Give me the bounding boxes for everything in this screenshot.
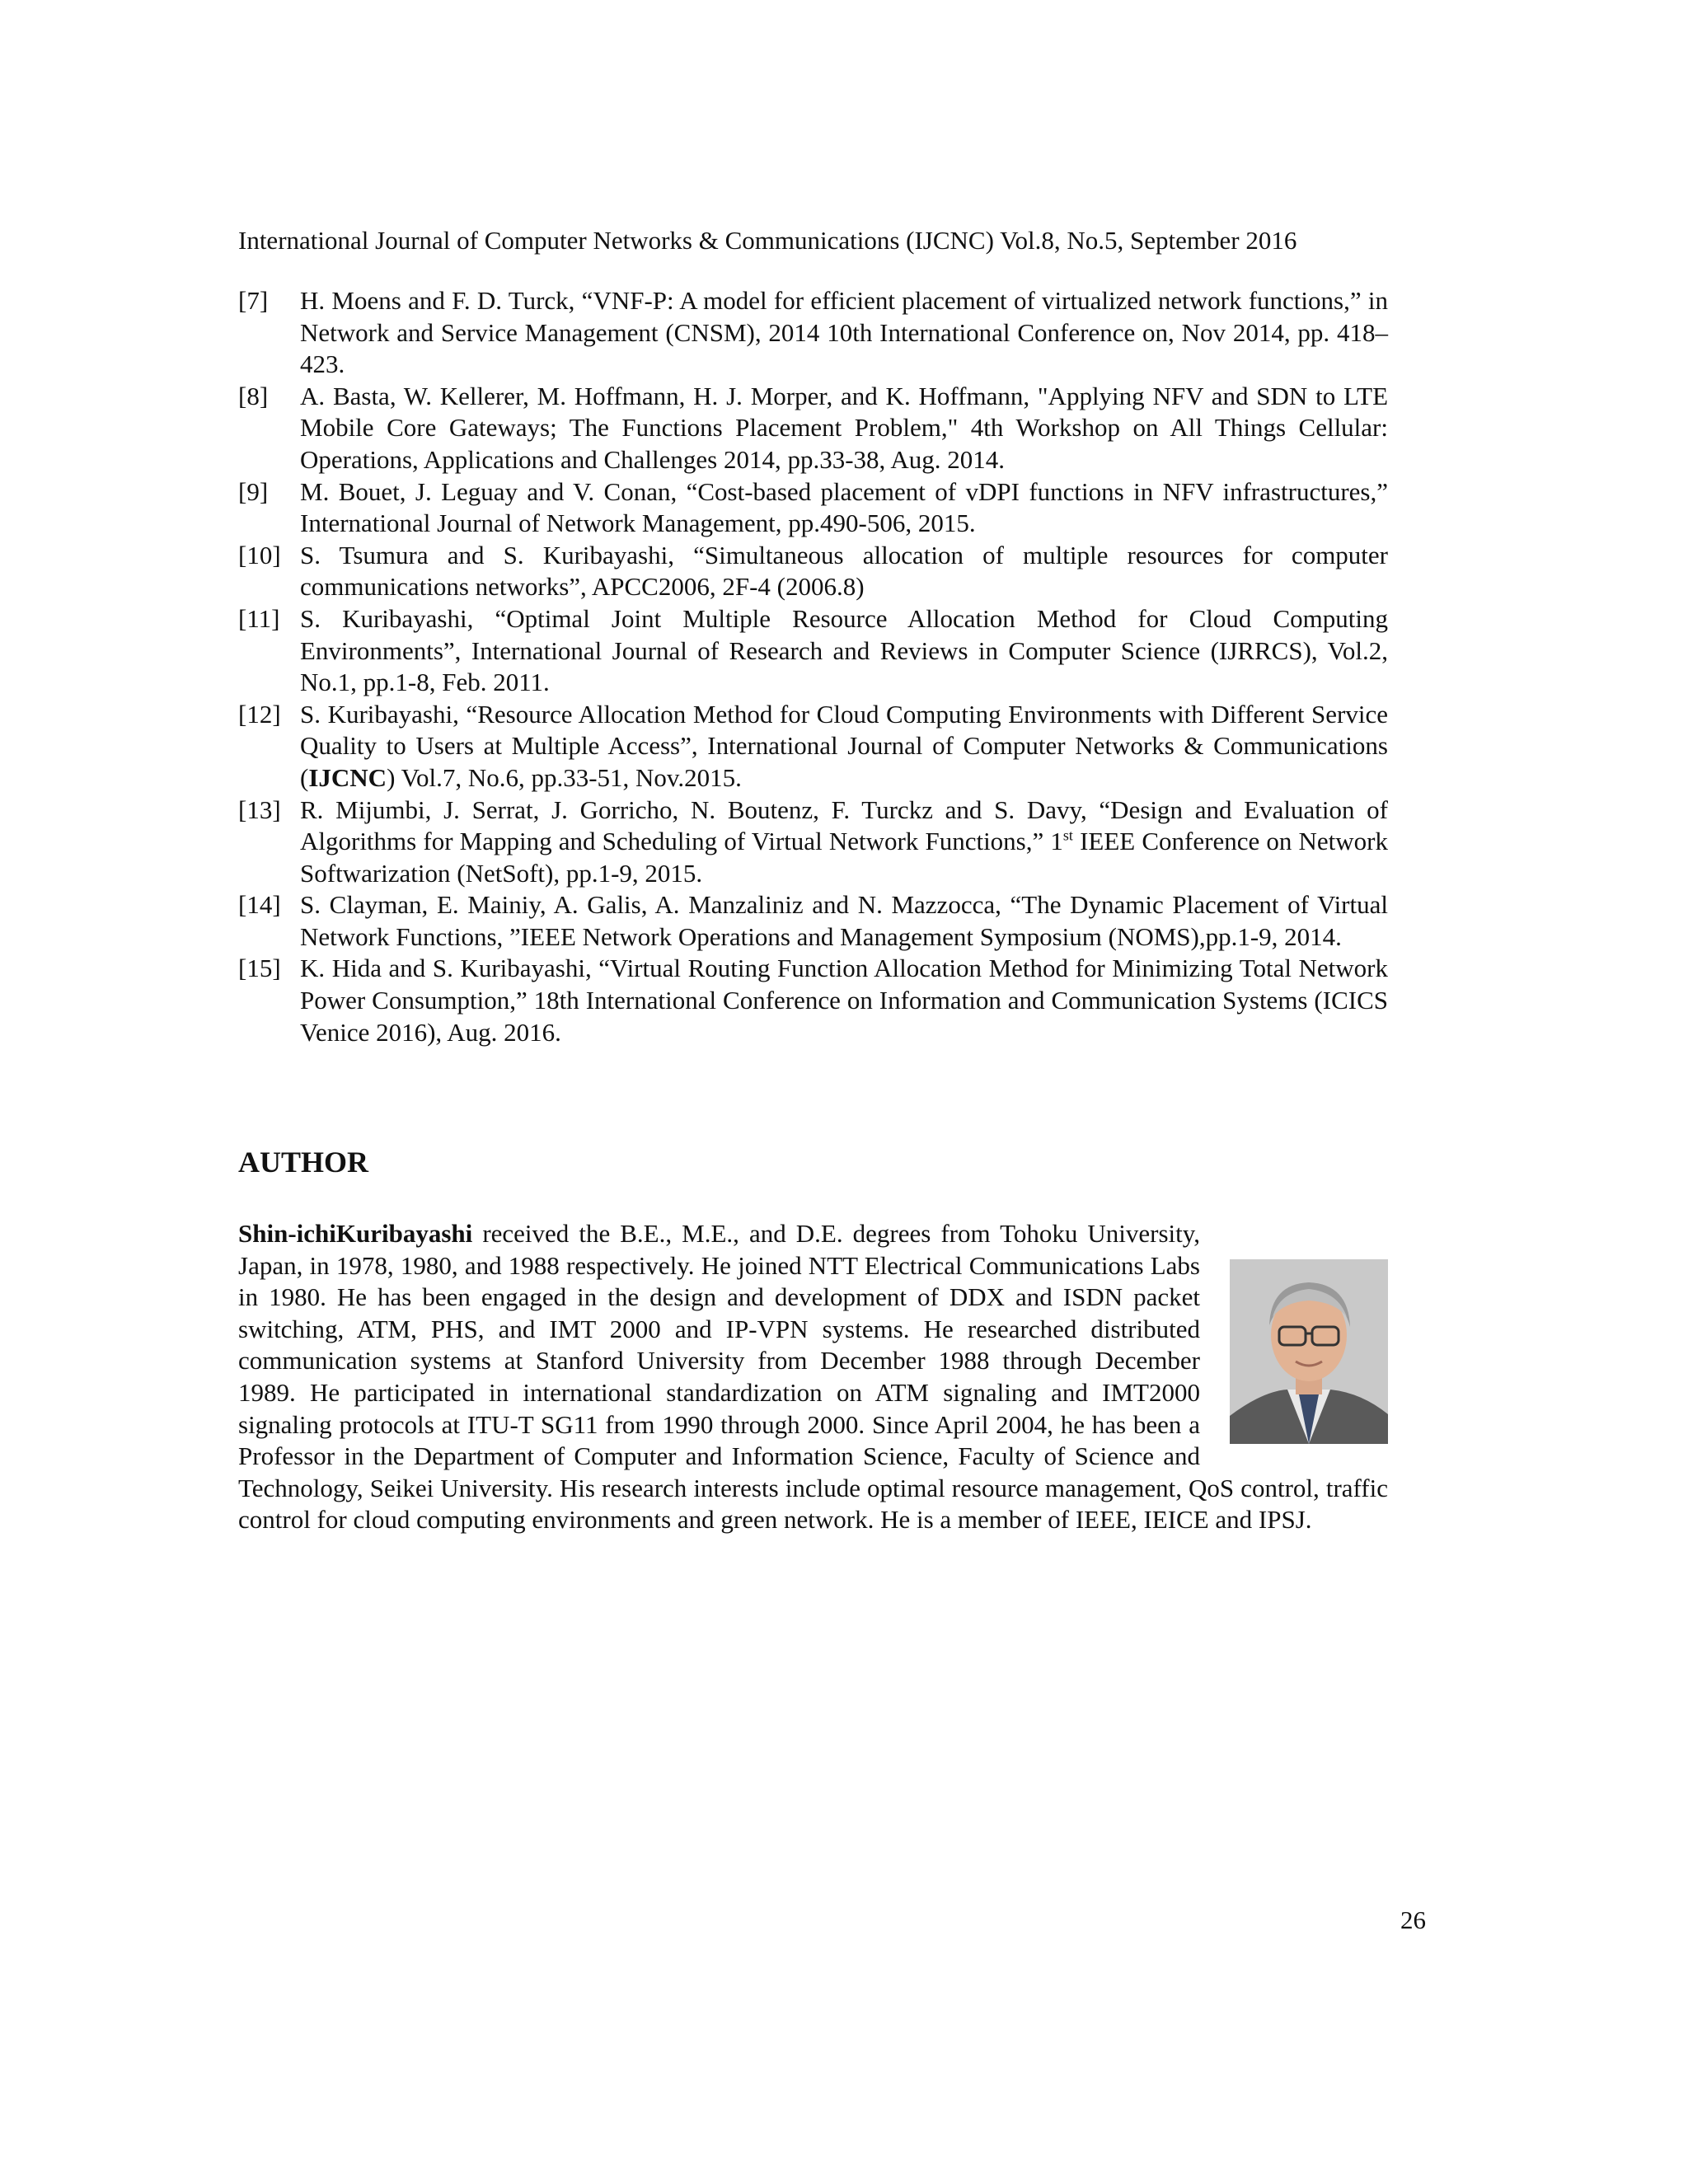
author-name: Shin-ichiKuribayashi: [238, 1219, 473, 1248]
reference-list: [238, 285, 1388, 1048]
reference-number: [12]: [238, 699, 281, 729]
reference-text: A. Basta, W. Kellerer, M. Hoffmann, H. J. Morper, and K. Hoffmann, "Applying NFV and SDN to LTE Mobile Core Gateways; The Functions Placement Problem," 4th Workshop on All Things Cellular: Operations, Applications and Challenges 2014, pp.33-38, Aug. 2014.: [300, 381, 1388, 474]
reference-number: [15]: [238, 954, 281, 983]
reference-text: S. Tsumura and S. Kuribayashi, “Simultaneous allocation of multiple resources for computer communications networks”, APCC2006, 2F-4 (2006.8): [300, 540, 1388, 602]
reference-item: [238, 476, 1388, 540]
running-header: International Journal of Computer Networks & Communications (IJCNC) Vol.8, No.5, September 2016: [238, 226, 1297, 255]
reference-number: [7]: [238, 286, 269, 315]
reference-text: S. Clayman, E. Mainiy, A. Galis, A. Manzaliniz and N. Mazzocca, “The Dynamic Placement of Virtual Network Functions, ”IEEE Network Operations and Management Symposium (NOMS),pp.1-9, 2014.: [300, 890, 1388, 951]
journal-abbreviation: IJCNC: [308, 762, 387, 792]
reference-item: [238, 381, 1388, 476]
reference-text-part: R. Mijumbi, J. Serrat, J. Gorricho, N. Boutenz, F. Turckz and S. Davy, “Design and Evaluation of Algorithms for Mapping and Scheduling of Virtual Network Functions,” 1: [300, 794, 1388, 856]
reference-text: [300, 794, 1388, 890]
reference-item: [238, 794, 1388, 890]
reference-item: [238, 699, 1388, 794]
author-photo: [1230, 1259, 1388, 1444]
reference-number: [8]: [238, 381, 269, 410]
author-bio-text: received the B.E., M.E., and D.E. degrees from Tohoku University, Japan, in 1978, 1980, and 1988 respectively. He joined NTT Electrical Communications Labs in 1980. He has been engaged in the design and development of DDX and ISDN packet switching, ATM, PHS, and IMT 2000 and IP-VPN systems. He researched distributed communication systems at Stanford University from December 1988 through December 1989. He participated in international standardization on ATM signaling and IMT2000 signaling protocols at ITU-T SG11 from 1990 through 2000. Since April 2004, he has been a Professor in the Department of Computer and Information Science, Faculty of Science and Technology, Seikei University. His research interests include optimal resource management, QoS control, traffic control for cloud computing environments and green network. He is a member of IEEE, IEICE and IPSJ.: [238, 1219, 1388, 1535]
reference-text: [300, 699, 1388, 794]
reference-number: [13]: [238, 794, 281, 824]
author-bio: [238, 1218, 1388, 1536]
reference-item: [238, 953, 1388, 1048]
reference-item: [238, 540, 1388, 603]
ordinal-superscript: st: [1062, 827, 1073, 844]
page-number: 26: [1400, 1905, 1426, 1934]
reference-text: M. Bouet, J. Leguay and V. Conan, “Cost-based placement of vDPI functions in NFV infrastructures,” International Journal of Network Management, pp.490-506, 2015.: [300, 476, 1388, 538]
reference-text-part: ) Vol.7, No.6, pp.33-51, Nov.2015.: [387, 762, 742, 792]
reference-text: K. Hida and S. Kuribayashi, “Virtual Routing Function Allocation Method for Minimizing Total Network Power Consumption,” 18th International Conference on Information and Communication Systems (ICICS Venice 2016), Aug. 2016.: [300, 954, 1388, 1047]
reference-text-part: IEEE Conference on Network Softwarization (NetSoft), pp.1-9, 2015.: [300, 827, 1388, 888]
reference-item: [238, 285, 1388, 381]
reference-text-part: S. Kuribayashi, “Resource Allocation Method for Cloud Computing Environments with Different Service Quality to Users at Multiple Access”, International Journal of Computer Networks & Communications (: [300, 699, 1388, 792]
reference-text: H. Moens and F. D. Turck, “VNF-P: A model for efficient placement of virtualized network functions,” in Network and Service Management (CNSM), 2014 10th International Conference on, Nov 2014, pp. 418–423.: [300, 286, 1388, 379]
reference-number: [11]: [238, 603, 280, 633]
reference-number: [10]: [238, 540, 281, 569]
reference-number: [9]: [238, 476, 269, 506]
reference-number: [14]: [238, 890, 281, 920]
author-heading: AUTHOR: [238, 1146, 369, 1179]
reference-item: [238, 889, 1388, 953]
reference-text: S. Kuribayashi, “Optimal Joint Multiple Resource Allocation Method for Cloud Computing Environments”, International Journal of Research and Reviews in Computer Science (IJRRCS), Vol.2, No.1, pp.1-8, Feb. 2011.: [300, 603, 1388, 697]
reference-item: [238, 603, 1388, 699]
